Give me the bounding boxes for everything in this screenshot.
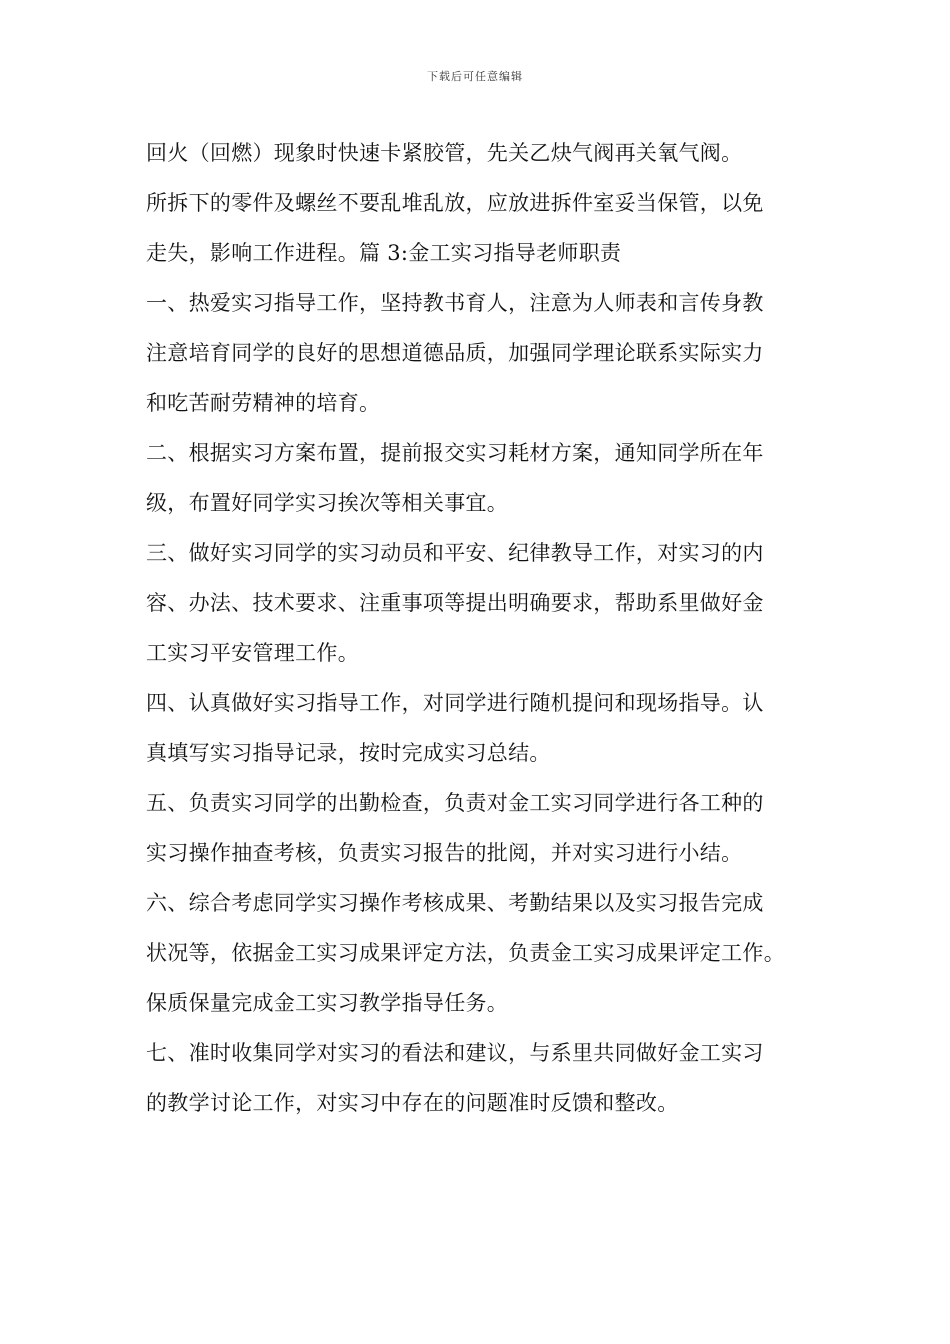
text-line: 走失，影响工作进程。篇 3:金工实习指导老师职责 bbox=[146, 241, 622, 265]
text-line: 回火（回燃）现象时快速卡紧胶管，先关乙炔气阀再关氧气阀。 bbox=[146, 141, 743, 165]
text-line: 四、认真做好实习指导工作，对同学进行随机提问和现场指导。认 bbox=[146, 691, 764, 715]
text-line: 状况等，依据金工实习成果评定方法，负责金工实习成果评定工作。 bbox=[146, 941, 785, 965]
page-header: 下载后可任意编辑 bbox=[427, 70, 523, 83]
text-line: 级，布置好同学实习挨次等相关事宜。 bbox=[146, 491, 509, 515]
text-line: 三、做好实习同学的实习动员和平安、纪律教导工作，对实习的内 bbox=[146, 541, 764, 565]
document-body bbox=[146, 128, 826, 1128]
text-line: 一、热爱实习指导工作，坚持教书育人，注意为人师表和言传身教 bbox=[146, 291, 764, 315]
text-line: 注意培育同学的良好的思想道德品质，加强同学理论联系实际实力 bbox=[146, 341, 764, 365]
text-line: 保质保量完成金工实习教学指导任务。 bbox=[146, 991, 509, 1015]
text-line: 真填写实习指导记录，按时完成实习总结。 bbox=[146, 741, 551, 765]
text-line: 的教学讨论工作，对实习中存在的问题准时反馈和整改。 bbox=[146, 1091, 679, 1115]
text-line: 六、综合考虑同学实习操作考核成果、考勤结果以及实习报告完成 bbox=[146, 891, 764, 915]
text-line: 容、办法、技术要求、注重事项等提出明确要求，帮助系里做好金 bbox=[146, 591, 764, 615]
text-line: 二、根据实习方案布置，提前报交实习耗材方案，通知同学所在年 bbox=[146, 441, 764, 465]
text-line: 五、负责实习同学的出勤检查，负责对金工实习同学进行各工种的 bbox=[146, 791, 764, 815]
text-line: 工实习平安管理工作。 bbox=[146, 641, 359, 665]
text-line: 七、准时收集同学对实习的看法和建议，与系里共同做好金工实习 bbox=[146, 1041, 764, 1065]
text-line: 所拆下的零件及螺丝不要乱堆乱放，应放进拆件室妥当保管，以免 bbox=[146, 191, 764, 215]
text-line: 实习操作抽查考核，负责实习报告的批阅，并对实习进行小结。 bbox=[146, 841, 743, 865]
text-line: 和吃苦耐劳精神的培育。 bbox=[146, 391, 381, 415]
